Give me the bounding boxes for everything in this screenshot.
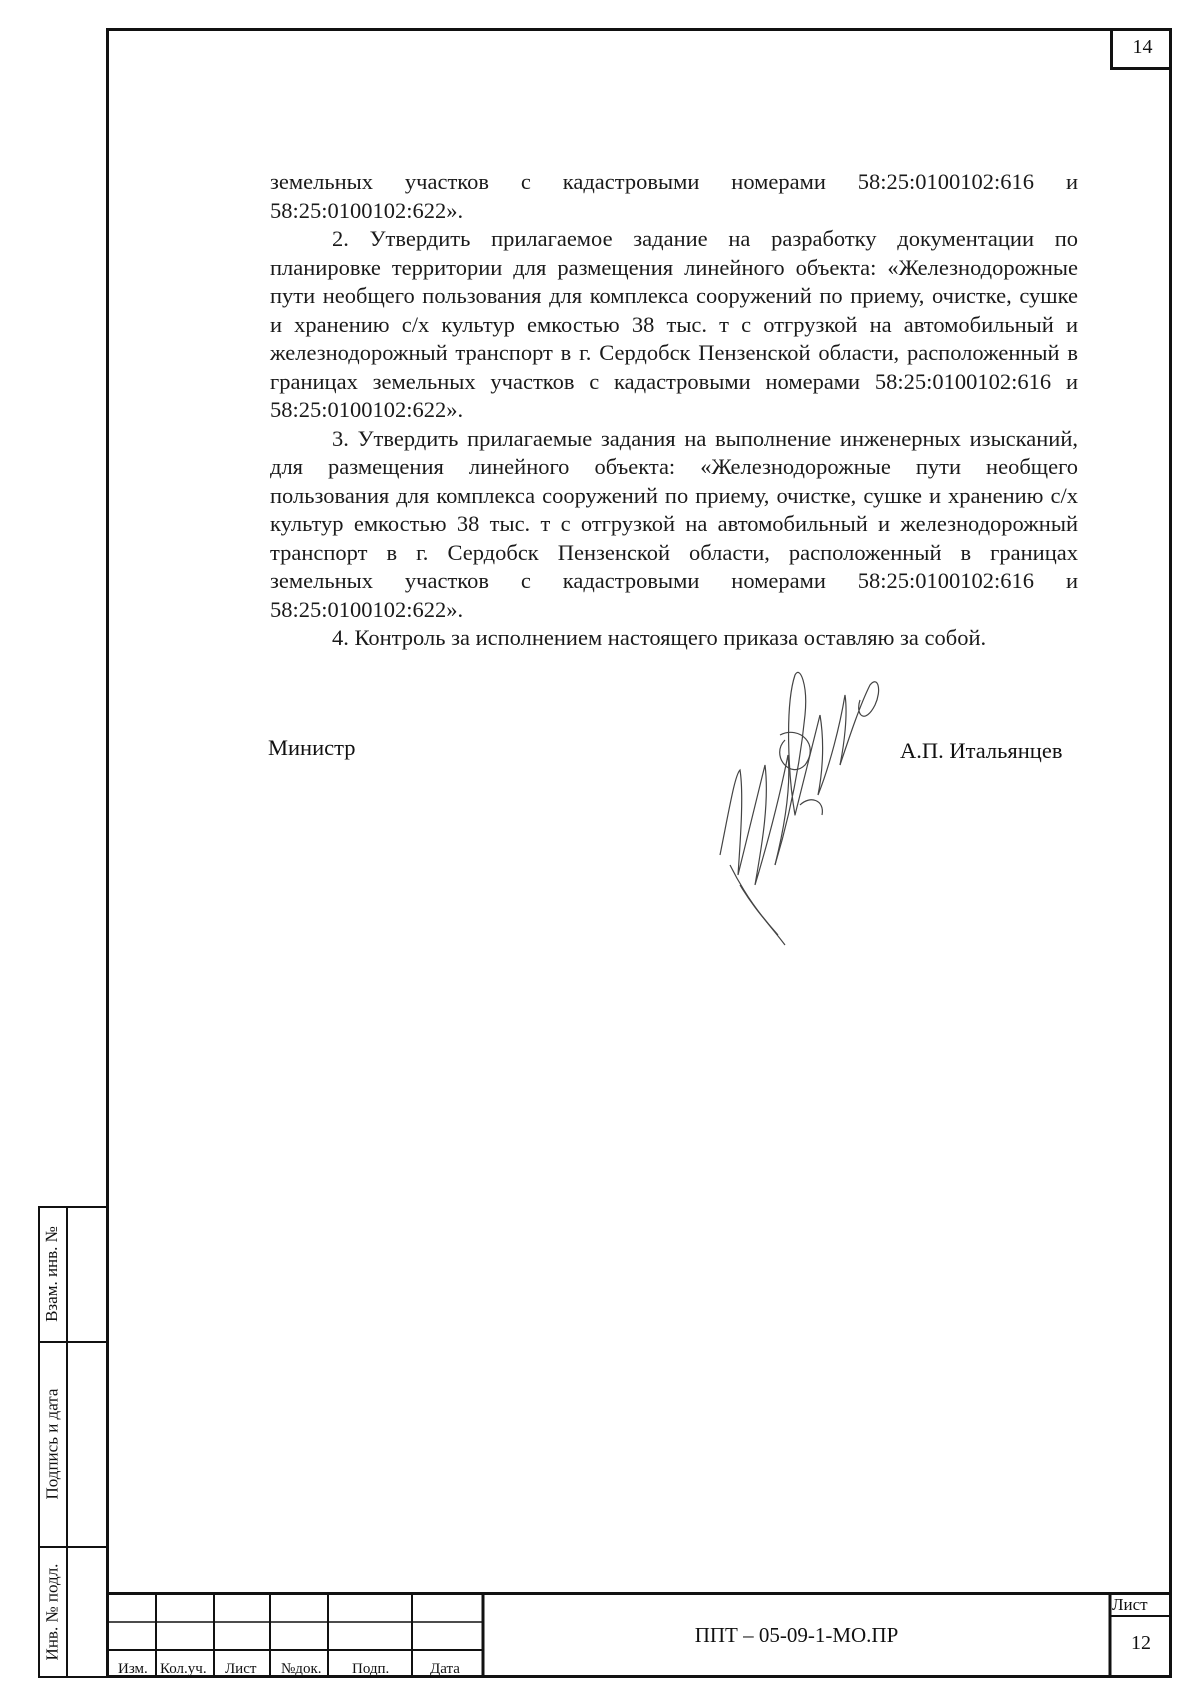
stamp-col-data: Дата xyxy=(430,1661,460,1677)
signer-post: Министр xyxy=(268,735,356,760)
paragraph-3: 3. Утвердить прилагаемые задания на выполнение инженерных изысканий, для размещения линейного объекта: «Железнодорожные пути необщего пользования для комплекса сооружений по приему, очистке, сушке и хранению с/х культур емкостью 38 тыс. т с отгрузкой на автомобильный и железнодорожный транспорт в г. Сердобск Пензенской области, расположенный в границах земельных участков с кадастровыми номерами 58:25:0100102:616 и 58:25:0100102:622». xyxy=(270,425,1078,622)
label-podpis-data: Подпись и дата xyxy=(42,1388,61,1499)
stamp-col-list: Лист xyxy=(225,1661,257,1677)
document-code: ППТ – 05-09-1-МО.ПР xyxy=(694,1622,899,1647)
stamp-col-ndok: №док. xyxy=(281,1661,322,1677)
stamp-col-kol-uch: Кол.уч. xyxy=(160,1661,207,1677)
stamp-col-izm: Изм. xyxy=(118,1661,148,1677)
document-body xyxy=(270,168,1078,653)
page-number: 14 xyxy=(1110,28,1172,70)
stamp-col-podp: Подп. xyxy=(352,1661,390,1677)
label-vzam-inv: Взам. инв. № xyxy=(42,1225,61,1322)
label-inv-podl: Инв. № подл. xyxy=(42,1563,61,1661)
sheet-number: 12 xyxy=(1131,1632,1151,1654)
signer-name: А.П. Итальянцев xyxy=(900,738,1063,763)
paragraph-continued: земельных участков с кадастровыми номерами 58:25:0100102:616 и 58:25:0100102:622». xyxy=(270,169,1078,223)
paragraph-4: 4. Контроль за исполнением настоящего приказа оставляю за собой. xyxy=(332,625,987,650)
handwritten-signature xyxy=(710,655,890,955)
sheet-label: Лист xyxy=(1112,1595,1148,1614)
paragraph-2: 2. Утвердить прилагаемое задание на разработку документации по планировке территории для размещения линейного объекта: «Железнодорожные пути необщего пользования для комплекса сооружений по приему, очистке, сушке и хранению с/х культур емкостью 38 тыс. т с отгрузкой на автомобильный и железнодорожный транспорт в г. Сердобск Пензенской области, расположенный в границах земельных участков с кадастровыми номерами 58:25:0100102:616 и 58:25:0100102:622». xyxy=(270,226,1078,422)
